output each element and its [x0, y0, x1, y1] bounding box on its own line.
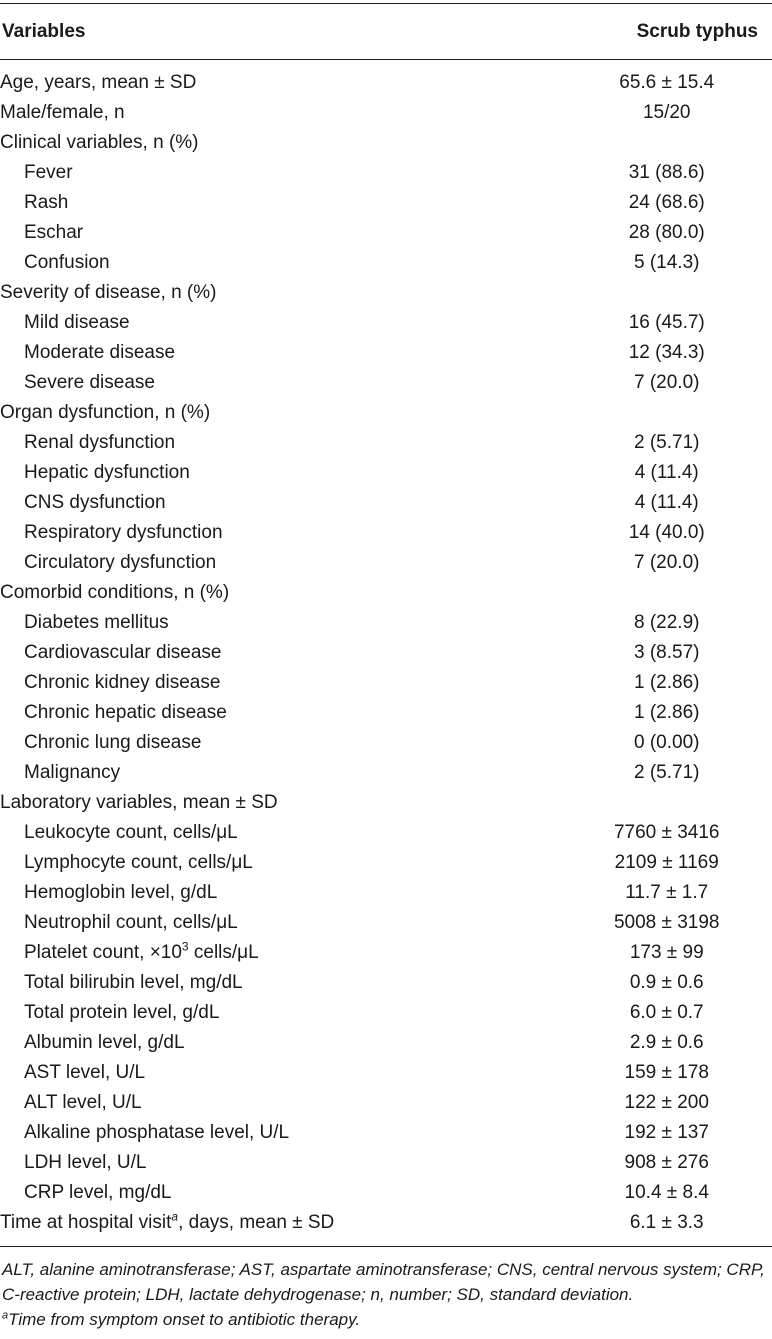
header-rule [0, 59, 772, 60]
row-label: Chronic kidney disease [24, 672, 221, 693]
table-row [0, 668, 772, 698]
row-group-label: Organ dysfunction, n (%) [0, 402, 211, 423]
note-text: Time from symptom onset to antibiotic therapy. [8, 1310, 361, 1329]
row-group-label: Laboratory variables, mean ± SD [0, 792, 278, 813]
row-label: Leukocyte count, cells/μL [24, 822, 238, 843]
row-value: 2109 ± 1169 [614, 852, 719, 873]
header-scrub-typhus: Scrub typhus [636, 21, 758, 42]
abbreviations-note: ALT, alanine aminotransferase; AST, aspartate aminotransferase; CNS, central nervous system; CRP, C-reactive protein; LDH, lactate dehydrogenase; n, number; SD, standard deviation. [2, 1260, 765, 1304]
row-value: 159 ± 178 [624, 1062, 709, 1083]
table-row [0, 938, 772, 968]
row-value: 0 (0.00) [633, 732, 700, 753]
table-row [0, 818, 772, 848]
table-row [0, 1058, 772, 1088]
row-label-superscript: a [171, 1209, 179, 1224]
row-value: 3 (8.57) [633, 642, 700, 663]
row-value: 122 ± 200 [624, 1092, 709, 1113]
row-label: Malignancy [24, 762, 121, 783]
table-row [0, 698, 772, 728]
row-label: Hepatic dysfunction [24, 462, 190, 483]
row-group-label: Age, years, mean ± SD [0, 72, 197, 93]
row-label: Lymphocyte count, cells/μL [24, 852, 253, 873]
row-value: 8 (22.9) [633, 612, 700, 633]
header-variables: Variables [2, 21, 86, 42]
row-value: 5008 ± 3198 [613, 912, 720, 933]
row-label: Albumin level, g/dL [24, 1032, 185, 1053]
table-row [0, 728, 772, 758]
table-row [0, 98, 772, 128]
table-row [0, 578, 772, 608]
row-label: Severe disease [24, 372, 155, 393]
table-row [0, 1148, 772, 1178]
row-value: 15/20 [642, 102, 691, 123]
table-row [0, 608, 772, 638]
table-row [0, 1088, 772, 1118]
row-label-superscript: 3 [181, 939, 189, 954]
row-label: Confusion [24, 252, 110, 273]
row-value: 7760 ± 3416 [613, 822, 720, 843]
row-label: Renal dysfunction [24, 432, 176, 453]
row-value [561, 578, 772, 608]
row-value: 10.4 ± 8.4 [624, 1182, 709, 1203]
row-value: 6.1 ± 3.3 [629, 1212, 704, 1233]
row-value: 1 (2.86) [633, 702, 700, 723]
table-row [0, 338, 772, 368]
row-value: 11.7 ± 1.7 [625, 882, 709, 903]
row-label: Rash [24, 192, 69, 213]
row-value: 12 (34.3) [628, 342, 705, 363]
row-label: Fever [24, 162, 73, 183]
row-label: LDH level, U/L [24, 1152, 147, 1173]
table-row [0, 308, 772, 338]
row-value: 7 (20.0) [633, 552, 700, 573]
row-label: Circulatory dysfunction [24, 552, 217, 573]
data-table [0, 68, 772, 1238]
row-label: Eschar [24, 222, 84, 243]
table-row [0, 158, 772, 188]
table-row [0, 1178, 772, 1208]
table-row [0, 968, 772, 998]
row-value: 4 (11.4) [634, 492, 699, 513]
row-value [561, 788, 772, 818]
row-label: ALT level, U/L [24, 1092, 142, 1113]
table-row [0, 1118, 772, 1148]
row-value [561, 128, 772, 158]
row-label: Chronic lung disease [24, 732, 202, 753]
row-value: 7 (20.0) [633, 372, 700, 393]
table-row [0, 368, 772, 398]
row-value: 2.9 ± 0.6 [629, 1032, 704, 1053]
row-label: Cardiovascular disease [24, 642, 222, 663]
row-value: 31 (88.6) [628, 162, 705, 183]
bottom-rule [0, 1246, 772, 1247]
table-row [0, 638, 772, 668]
table-row [0, 998, 772, 1028]
table-row [0, 1208, 772, 1238]
table-row [0, 848, 772, 878]
table-row [0, 458, 772, 488]
table-row [0, 518, 772, 548]
row-label: CRP level, mg/dL [24, 1182, 172, 1203]
row-group-label: Comorbid conditions, n (%) [0, 582, 230, 603]
table-row [0, 788, 772, 818]
row-label: CNS dysfunction [24, 492, 166, 513]
table-row [0, 548, 772, 578]
table-row [0, 488, 772, 518]
table-row [0, 1028, 772, 1058]
row-value: 1 (2.86) [633, 672, 700, 693]
row-label: Alkaline phosphatase level, U/L [24, 1122, 290, 1143]
row-group-label: Severity of disease, n (%) [0, 282, 217, 303]
row-value [561, 398, 772, 428]
time-note [2, 1307, 770, 1332]
row-label: AST level, U/L [24, 1062, 146, 1083]
row-value: 16 (45.7) [628, 312, 705, 333]
table-row [0, 218, 772, 248]
table-row [0, 68, 772, 98]
row-label: Total protein level, g/dL [24, 1002, 220, 1023]
row-value: 24 (68.6) [628, 192, 705, 213]
row-value: 5 (14.3) [633, 252, 700, 273]
row-label [0, 938, 561, 968]
footnotes [2, 1257, 770, 1332]
table-row [0, 248, 772, 278]
row-group-label [0, 1208, 561, 1238]
row-value: 173 ± 99 [629, 942, 704, 963]
table-row [0, 128, 772, 158]
row-value [561, 278, 772, 308]
table-header [0, 4, 772, 59]
row-value: 0.9 ± 0.6 [629, 972, 704, 993]
table-row [0, 908, 772, 938]
row-label-part: Time at hospital visit [0, 1212, 172, 1233]
row-label-part: , days, mean ± SD [178, 1212, 335, 1233]
row-label-part: cells/μL [188, 942, 259, 963]
row-label: Moderate disease [24, 342, 176, 363]
row-value: 4 (11.4) [634, 462, 699, 483]
row-value: 14 (40.0) [628, 522, 705, 543]
row-label: Total bilirubin level, mg/dL [24, 972, 243, 993]
note-marker: a [2, 1309, 9, 1322]
row-label: Respiratory dysfunction [24, 522, 223, 543]
row-label: Hemoglobin level, g/dL [24, 882, 218, 903]
row-label-part: Platelet count, ×10 [24, 942, 182, 963]
row-group-label: Clinical variables, n (%) [0, 132, 199, 153]
table-row [0, 758, 772, 788]
table-row [0, 428, 772, 458]
row-label: Mild disease [24, 312, 130, 333]
row-group-label: Male/female, n [0, 102, 125, 123]
row-value: 65.6 ± 15.4 [619, 72, 715, 93]
row-value: 2 (5.71) [633, 762, 700, 783]
row-label: Diabetes mellitus [24, 612, 169, 633]
row-value: 908 ± 276 [624, 1152, 709, 1173]
table-row [0, 278, 772, 308]
table-row [0, 398, 772, 428]
table-row [0, 878, 772, 908]
row-label: Chronic hepatic disease [24, 702, 227, 723]
row-value: 28 (80.0) [628, 222, 705, 243]
row-value: 6.0 ± 0.7 [629, 1002, 704, 1023]
row-value: 2 (5.71) [633, 432, 700, 453]
table-row [0, 188, 772, 218]
row-value: 192 ± 137 [624, 1122, 709, 1143]
row-label: Neutrophil count, cells/μL [24, 912, 238, 933]
